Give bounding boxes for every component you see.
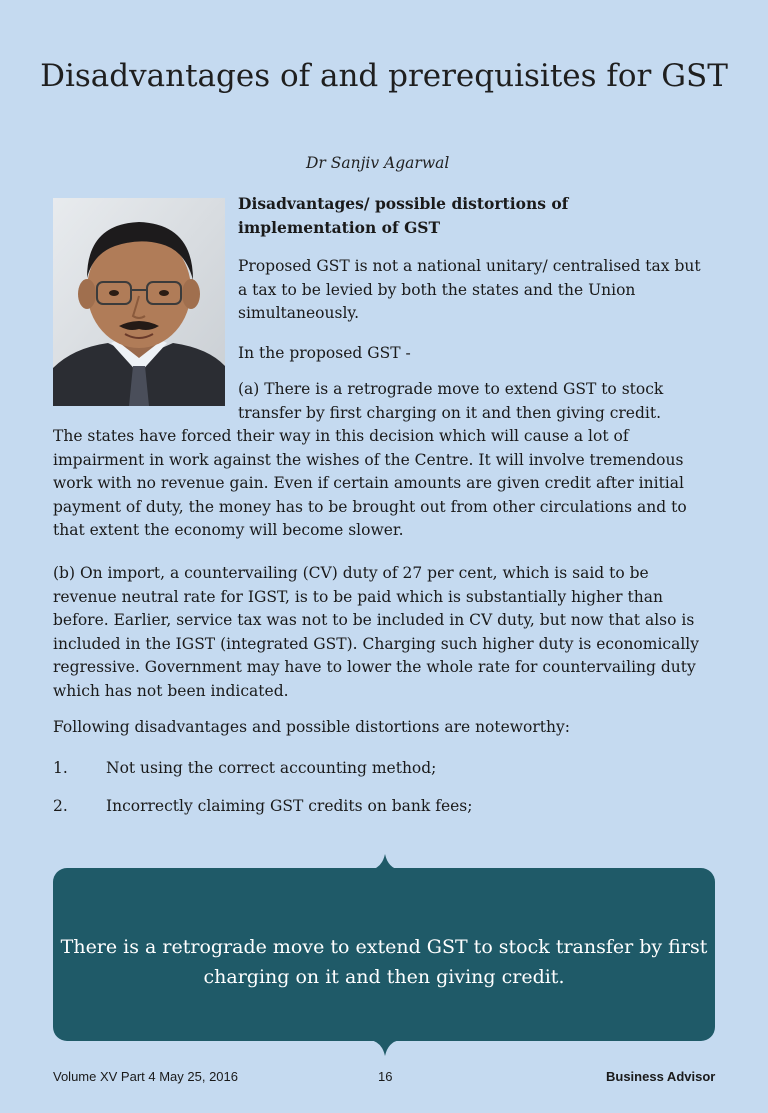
footer-volume: Volume XV Part 4 May 25, 2016 bbox=[53, 1069, 238, 1084]
list-item-text: Incorrectly claiming GST credits on bank fees; bbox=[106, 797, 473, 815]
section-heading: Disadvantages/ possible distortions of implementation of GST bbox=[238, 194, 569, 237]
author-byline: Dr Sanjiv Agarwal bbox=[306, 154, 450, 172]
paragraph-proposed-gst: In the proposed GST - bbox=[238, 344, 411, 362]
pull-quote-box bbox=[53, 868, 715, 1041]
list-item-number: 2. bbox=[53, 797, 68, 815]
callout-bottom-notch bbox=[370, 1040, 400, 1056]
article-title: Disadvantages of and prerequisites for GST bbox=[40, 58, 728, 94]
footer-page-number: 16 bbox=[378, 1069, 393, 1084]
paragraph-a-start: (a) There is a retrograde move to extend GST to stock transfer by first charging on it and then giving credit. bbox=[238, 380, 664, 422]
author-photo bbox=[53, 198, 225, 406]
paragraph-a-continued: The states have forced their way in this decision which will cause a lot of impairment in work against the wishes of the Centre. It will involve tremendous work with no revenue gain. Even if certain amounts are given credit after initial payment of duty, the money has to be brought out from other circulations and to that extent the economy will become slower. bbox=[53, 427, 687, 540]
paragraph-b: (b) On import, a countervailing (CV) duty of 27 per cent, which is said to be revenue neutral rate for IGST, is to be paid which is substantially higher than before. Earlier, service tax was not to be included in CV duty, but now that also is included in the IGST (integrated GST). Charging such higher duty is economically regressive. Government may have to lower the whole rate for countervailing duty which has not been indicated. bbox=[53, 564, 700, 700]
paragraph-intro: Proposed GST is not a national unitary/ centralised tax but a tax to be levied by both the states and the Union simultaneously. bbox=[238, 257, 701, 323]
footer-publication: Business Advisor bbox=[606, 1069, 716, 1084]
paragraph-following: Following disadvantages and possible distortions are noteworthy: bbox=[53, 718, 570, 736]
list-item-text: Not using the correct accounting method; bbox=[106, 759, 437, 777]
pull-quote-text: There is a retrograde move to extend GST to stock transfer by first charging on it and then giving credit. bbox=[60, 936, 708, 988]
list-item-number: 1. bbox=[53, 759, 68, 777]
author-portrait-image bbox=[53, 198, 225, 406]
